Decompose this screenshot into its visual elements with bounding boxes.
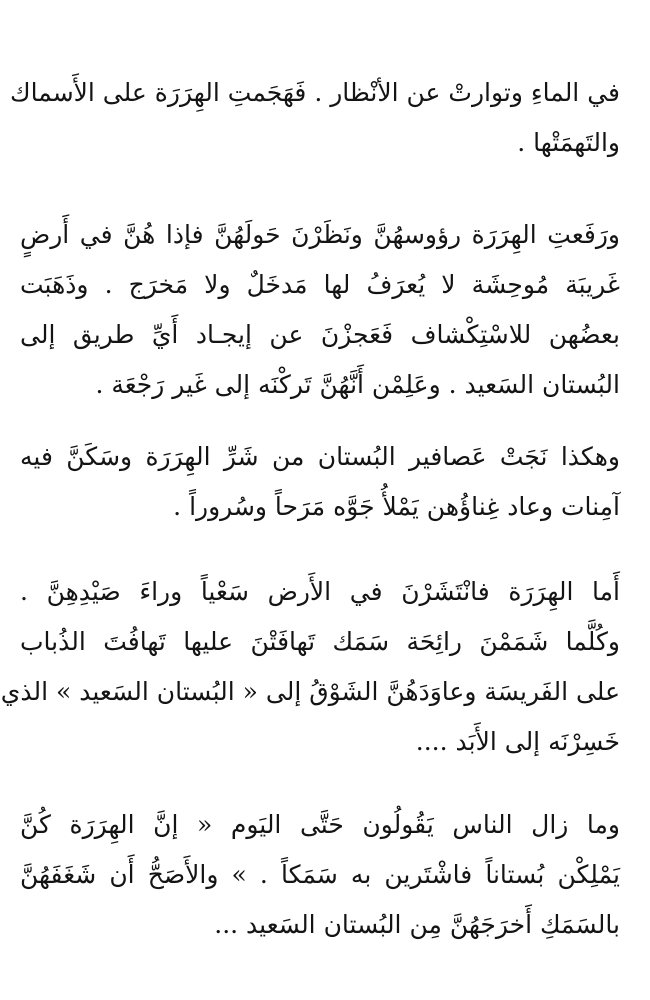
paragraph-4 [0, 567, 620, 767]
text-line: على الفَريسَة وعاوَدَهُنَّ الشَوْقُ إلى « البُستان السَعيد » الذي [0, 677, 620, 706]
text-line: وكُلَّما شَمَمْنَ رائِحَة سَمَك تَهافَتْنَ عليها تَهافُتَ الذُباب [20, 627, 620, 656]
text-line: بالسَمَكِ أَخرَجَهُنَّ مِن البُستان السَعيد ... [214, 910, 620, 939]
text-line: في الماءِ وتوارتْ عن الأنْظار . فَهَجَمتِ الهِرَرَة على الأَسماك [10, 78, 620, 107]
text-line: وما زال الناس يَقُولُون حَتَّى اليَوم « إنَّ الهِرَرَة كُنَّ [20, 810, 620, 839]
paragraph-5 [20, 800, 620, 950]
text-line: آمِنات وعاد غِناؤُهن يَمْلأُ جَوَّه مَرَحاً وسُروراً . [173, 492, 620, 521]
text-line: يَمْلِكْن بُستاناً فاشْتَرين به سَمَكاً . » والأَصَحُّ أَن شَغَفَهُنَّ [20, 860, 620, 889]
paragraph-2 [20, 210, 620, 410]
text-line: أَما الهِرَرَة فانْتَشَرْنَ في الأَرض سَعْياً وراءَ صَيْدِهِنَّ . [20, 577, 620, 606]
text-line: خَسِرْنَه إلى الأَبَد .... [415, 727, 620, 756]
text-line: بعضُهن للاسْتِكْشاف فَعَجزْنَ عن إيجـاد أَيِّ طريق إلى [20, 320, 620, 349]
text-line: ورَفَعتِ الهِرَرَة رؤوسهُنَّ ونَظَرْنَ حَولَهُنَّ فإذا هُنَّ في أَرضٍ [20, 220, 620, 249]
paragraph-3 [20, 432, 620, 532]
text-line: البُستان السَعيد . وعَلِمْن أَنَّهُنَّ تَركْنَه إلى غَير رَجْعَة . [95, 370, 620, 399]
paragraph-1 [10, 68, 620, 168]
text-line: وهكذا نَجَتْ عَصافير البُستان من شَرِّ الهِرَرَة وسَكَنَّ فيه [20, 442, 620, 471]
text-line: غَريبَة مُوحِشَة لا يُعرَفُ لها مَدخَلٌ ولا مَخرَج . وذَهَبَت [20, 270, 620, 299]
text-line: والتَهمَتْها . [517, 128, 620, 157]
